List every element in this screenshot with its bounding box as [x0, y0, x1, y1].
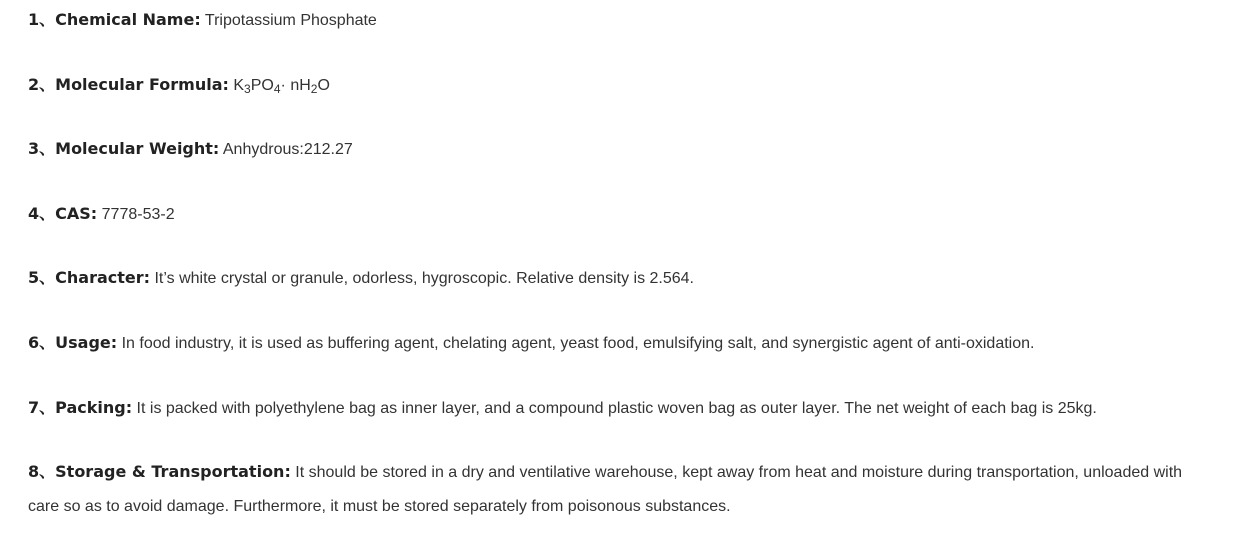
spec-item-packing	[28, 391, 1208, 426]
spec-item-molecular-formula	[28, 68, 1208, 103]
spec-item-cas	[28, 197, 1208, 232]
formula-subscript: 2	[310, 82, 318, 96]
spec-label: CAS:	[55, 204, 98, 223]
spec-label: Character:	[55, 268, 151, 287]
formula-hydrate: · nH	[280, 77, 311, 94]
formula-subscript: 3	[244, 82, 251, 96]
formula-element-k: K	[233, 77, 245, 94]
spec-item-character	[28, 261, 1208, 296]
spec-value: 7778-53-2	[101, 206, 175, 223]
spec-label: Molecular Formula:	[55, 75, 229, 94]
spec-label: Storage & Transportation:	[55, 462, 291, 481]
formula-subscript: 4	[273, 82, 281, 96]
spec-number: 1、	[28, 10, 56, 29]
spec-item-molecular-weight	[28, 132, 1208, 167]
spec-item-chemical-name	[28, 3, 1208, 38]
spec-number: 5、	[28, 268, 56, 287]
spec-value: It is packed with polyethylene bag as inner layer, and a compound plastic woven bag as outer layer. The net weight of each bag is 25kg.	[136, 400, 1097, 417]
spec-value: In food industry, it is used as buffering agent, chelating agent, yeast food, emulsifying salt, and synergistic agent of anti-oxidation.	[121, 335, 1035, 352]
spec-value: Anhydrous:212.27	[222, 141, 353, 158]
spec-value: It’s white crystal or granule, odorless, hygroscopic. Relative density is 2.564.	[154, 270, 694, 287]
molecular-formula-value	[233, 77, 330, 94]
spec-label: Packing:	[55, 398, 133, 417]
spec-item-storage-transportation	[28, 455, 1208, 524]
spec-label: Usage:	[55, 333, 118, 352]
spec-number: 4、	[28, 204, 56, 223]
formula-group-po: PO	[250, 77, 274, 94]
spec-number: 2、	[28, 75, 56, 94]
spec-item-usage	[28, 326, 1208, 361]
spec-number: 8、	[28, 462, 56, 481]
spec-number: 7、	[28, 398, 56, 417]
spec-number: 3、	[28, 139, 56, 158]
formula-element-o: O	[317, 77, 330, 94]
spec-label: Molecular Weight:	[55, 139, 220, 158]
spec-value: Tripotassium Phosphate	[204, 12, 377, 29]
spec-value: It should be stored in a dry and ventilative warehouse, kept away from heat and moisture during transportation, unloaded with care so as to avoid damage. Furthermore, it must be stored separately from poisonous substances.	[28, 464, 1183, 515]
spec-label: Chemical Name:	[55, 10, 201, 29]
spec-number: 6、	[28, 333, 56, 352]
